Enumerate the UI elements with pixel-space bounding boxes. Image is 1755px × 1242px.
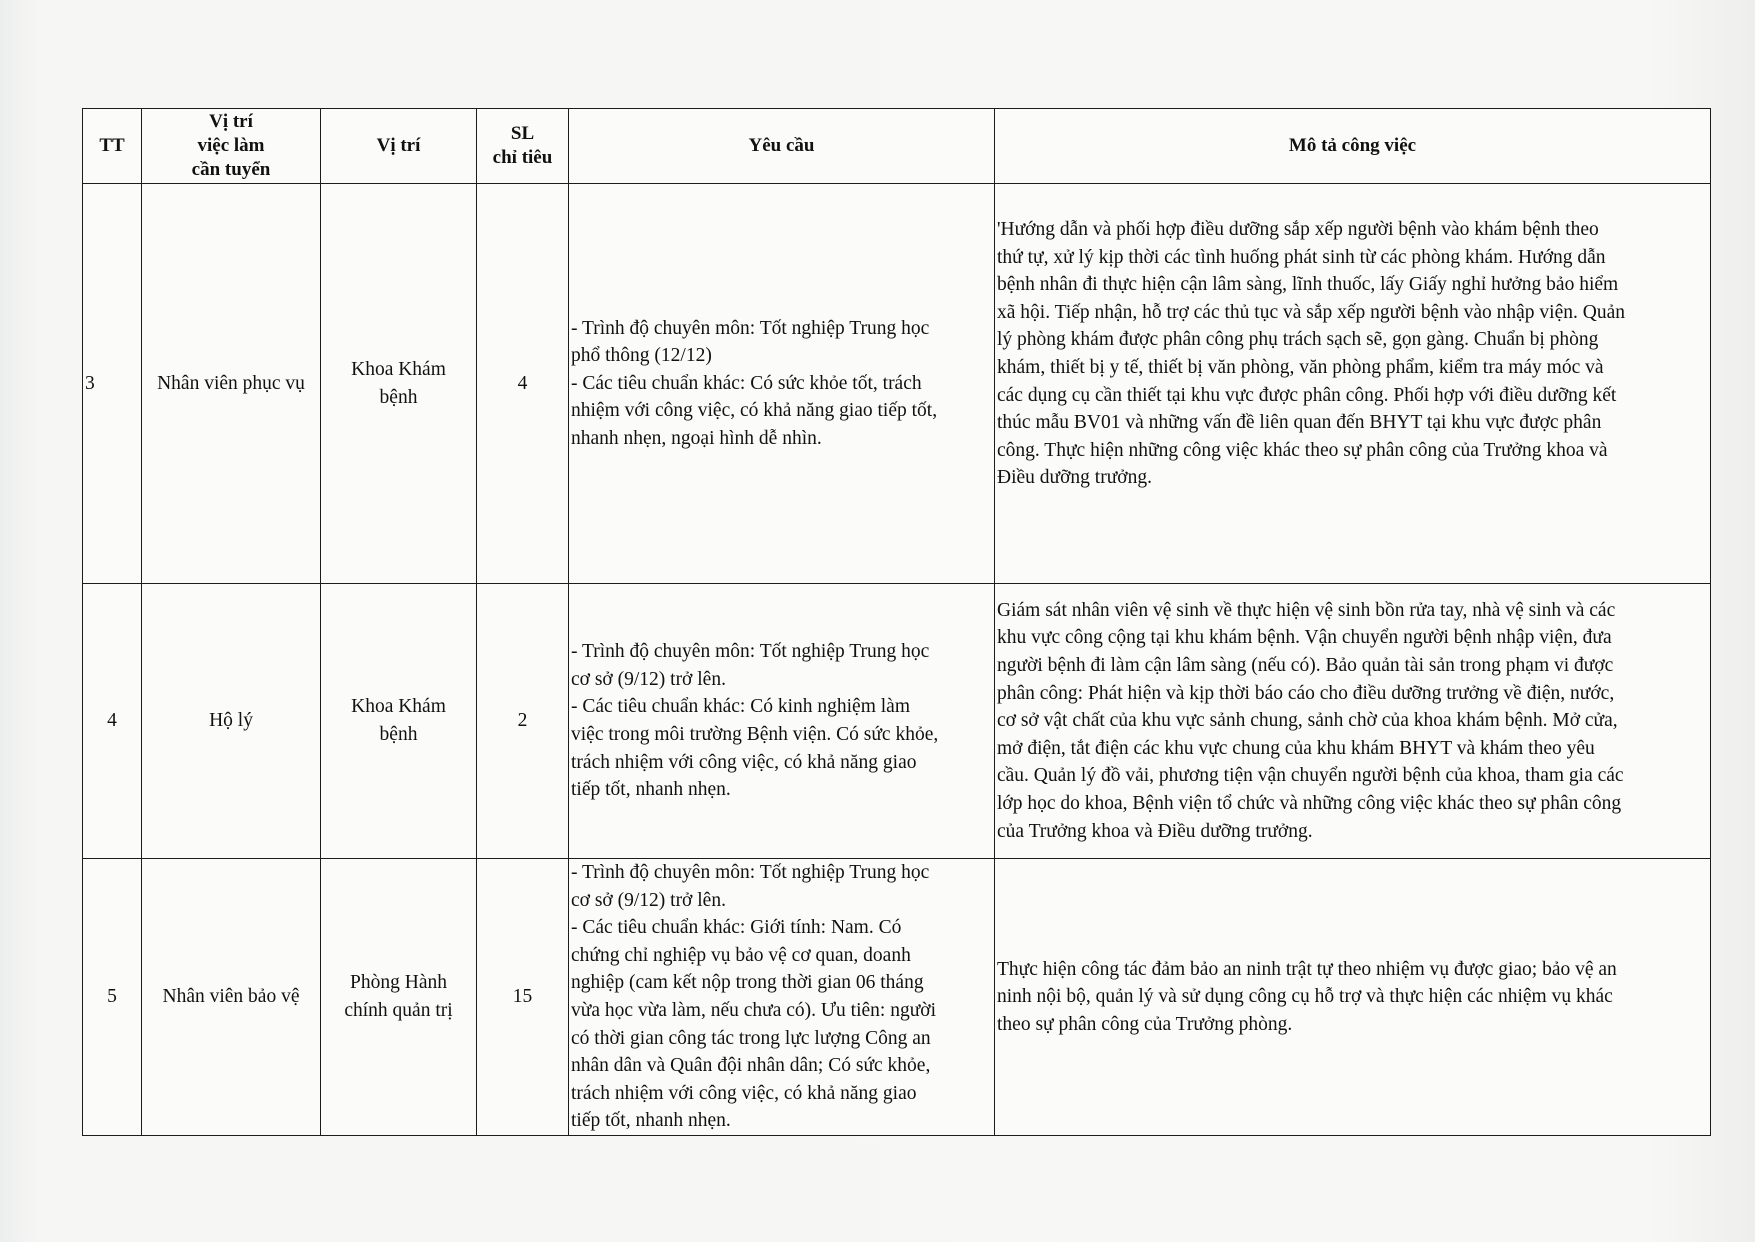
job-title: Nhân viên phục vụ bbox=[142, 184, 321, 584]
job-title: Hộ lý bbox=[142, 584, 321, 859]
job-description: Giám sát nhân viên vệ sinh về thực hiện vệ sinh bồn rửa tay, nhà vệ sinh và các khu vực công cộng tại khu khám bệnh. Vận chuyển người bệnh nhập viện, đưa người bệnh đi làm cận lâm sàng (nếu có). Bảo quản tài sản trong phạm vi được phân công: Phát hiện và kịp thời báo cáo cho điều dưỡng trưởng về điện, nước, cơ sở vật chất của khu vực sảnh chung, sảnh chờ của khoa khám bệnh. Mở cửa, mở điện, tắt điện các khu vực chung của khu khám BHYT và khám theo yêu cầu. Quản lý đồ vải, phương tiện vận chuyển người bệnh của khoa, tham gia các lớp học do khoa, Bệnh viện tổ chức và những công việc khác theo sự phân công của Trưởng khoa và Điều dưỡng trưởng. bbox=[995, 584, 1711, 859]
header-requirements: Yêu cầu bbox=[569, 109, 995, 184]
quantity: 15 bbox=[477, 859, 569, 1136]
header-job-description: Mô tả công việc bbox=[995, 109, 1711, 184]
table-row bbox=[83, 584, 1711, 859]
department: Khoa Khám bệnh bbox=[321, 584, 477, 859]
requirements: - Trình độ chuyên môn: Tốt nghiệp Trung học cơ sở (9/12) trở lên. - Các tiêu chuẩn khác: Có kinh nghiệm làm việc trong môi trường Bệnh viện. Có sức khỏe, trách nhiệm với công việc, có khả năng giao tiếp tốt, nhanh nhẹn. bbox=[569, 584, 995, 859]
row-number: 4 bbox=[83, 584, 142, 859]
header-job-position: Vị trí việc làm cần tuyển bbox=[142, 109, 321, 184]
header-tt: TT bbox=[83, 109, 142, 184]
table-row bbox=[83, 184, 1711, 584]
header-position: Vị trí bbox=[321, 109, 477, 184]
quantity: 4 bbox=[477, 184, 569, 584]
department: Phòng Hành chính quản trị bbox=[321, 859, 477, 1136]
requirements: - Trình độ chuyên môn: Tốt nghiệp Trung học phổ thông (12/12) - Các tiêu chuẩn khác: Có sức khỏe tốt, trách nhiệm với công việc, có khả năng giao tiếp tốt, nhanh nhẹn, ngoại hình dễ nhìn. bbox=[569, 184, 995, 584]
table-header-row bbox=[83, 109, 1711, 184]
header-quantity: SL chỉ tiêu bbox=[477, 109, 569, 184]
department: Khoa Khám bệnh bbox=[321, 184, 477, 584]
requirements: - Trình độ chuyên môn: Tốt nghiệp Trung học cơ sở (9/12) trở lên. - Các tiêu chuẩn khác: Giới tính: Nam. Có chứng chỉ nghiệp vụ bảo vệ cơ quan, doanh nghiệp (cam kết nộp trong thời gian 06 tháng vừa học vừa làm, nếu chưa có). Ưu tiên: người có thời gian công tác trong lực lượng Công an nhân dân và Quân đội nhân dân; Có sức khỏe, trách nhiệm với công việc, có khả năng giao tiếp tốt, nhanh nhẹn. bbox=[569, 859, 995, 1136]
recruitment-table bbox=[82, 108, 1711, 1136]
job-description: 'Hướng dẫn và phối hợp điều dưỡng sắp xếp người bệnh vào khám bệnh theo thứ tự, xử lý kịp thời các tình huống phát sinh từ các phòng khám. Hướng dẫn bệnh nhân đi thực hiện cận lâm sàng, lĩnh thuốc, lấy Giấy nghỉ hưởng bảo hiểm xã hội. Tiếp nhận, hỗ trợ các thủ tục và sắp xếp người bệnh vào nhập viện. Quản lý phòng khám được phân công phụ trách sạch sẽ, gọn gàng. Chuẩn bị phòng khám, thiết bị y tế, thiết bị văn phòng, văn phòng phẩm, kiểm tra máy móc và các dụng cụ cần thiết tại khu vực được phân công. Phối hợp với điều dưỡng kết thúc mẫu BV01 và những vấn đề liên quan đến BHYT tại khu vực được phân công. Thực hiện những công việc khác theo sự phân công của Trưởng khoa và Điều dưỡng trưởng. bbox=[995, 184, 1711, 584]
row-number: 3 bbox=[83, 184, 142, 584]
job-title: Nhân viên bảo vệ bbox=[142, 859, 321, 1136]
table-row bbox=[83, 859, 1711, 1136]
row-number: 5 bbox=[83, 859, 142, 1136]
job-description: Thực hiện công tác đảm bảo an ninh trật tự theo nhiệm vụ được giao; bảo vệ an ninh nội bộ, quản lý và sử dụng công cụ hỗ trợ và thực hiện các nhiệm vụ khác theo sự phân công của Trưởng phòng. bbox=[995, 859, 1711, 1136]
quantity: 2 bbox=[477, 584, 569, 859]
